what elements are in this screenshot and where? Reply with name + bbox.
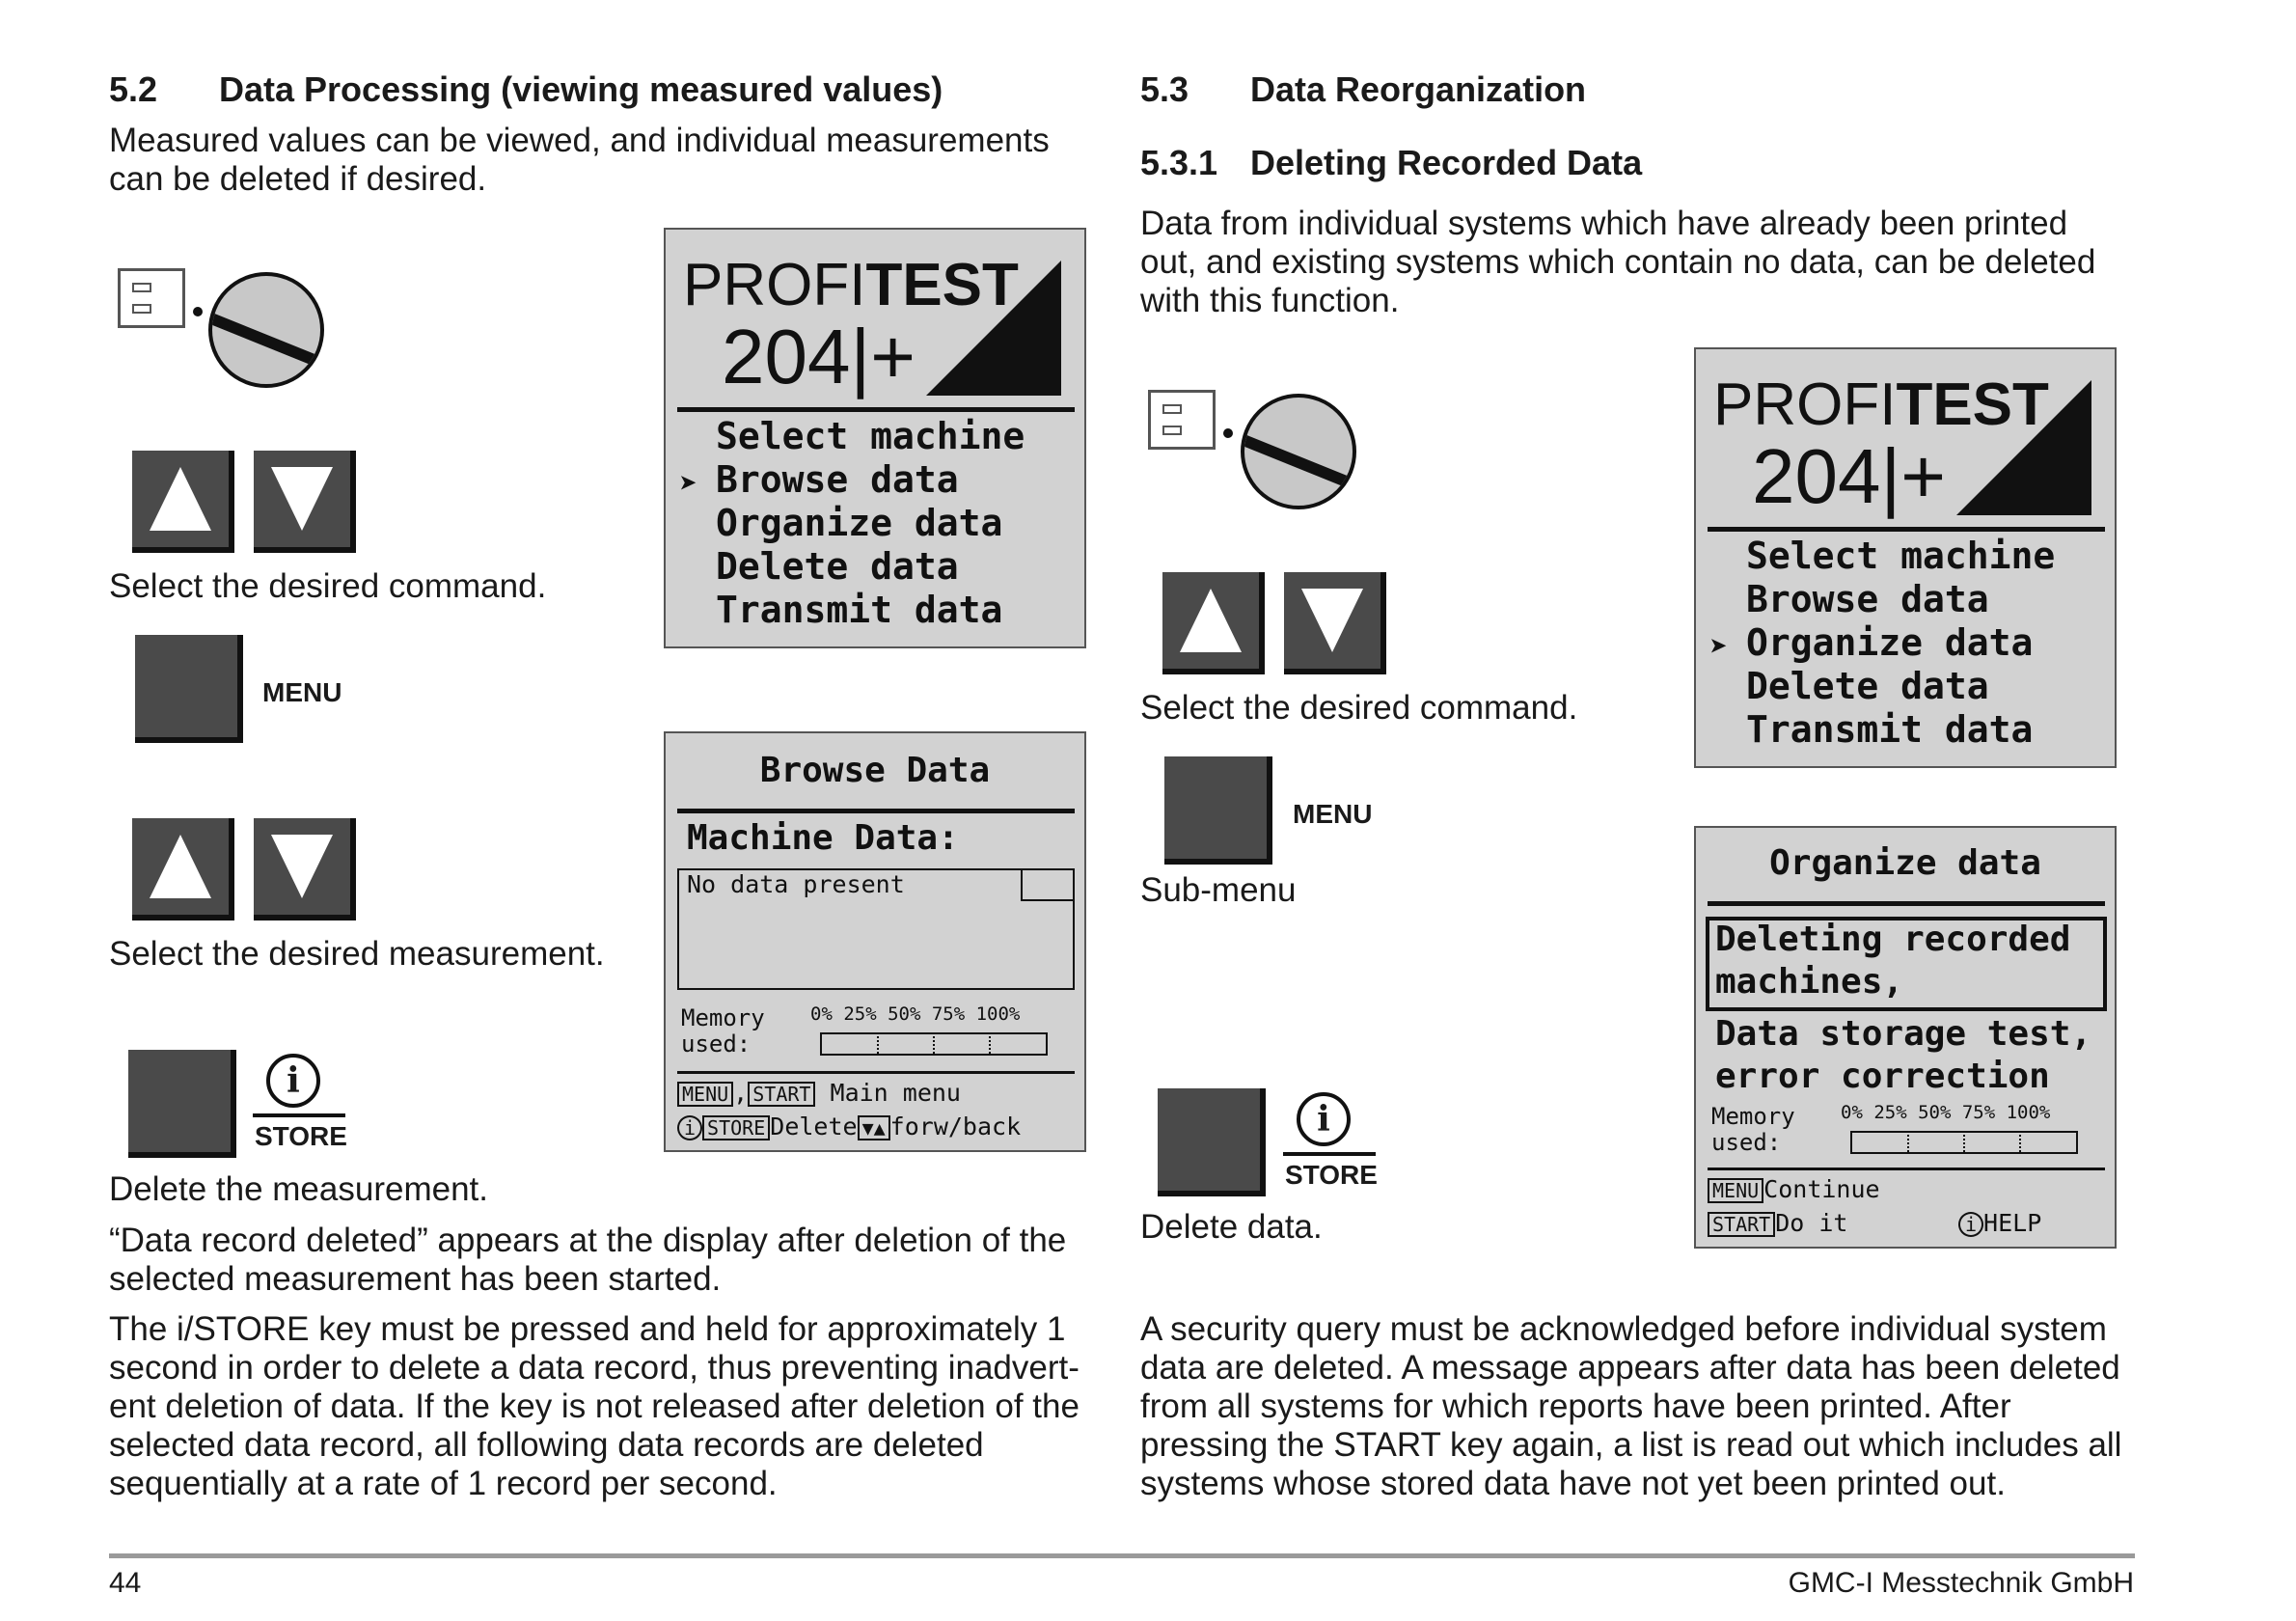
help-line-2: i STORE Delete ▼▲ forw/back (677, 1113, 1021, 1140)
rotary-switch-icon (1241, 394, 1356, 509)
caption-delete-data: Delete data. (1140, 1208, 1323, 1246)
device-screen-browse-data (664, 731, 1086, 1152)
store-button[interactable] (128, 1050, 236, 1158)
help-line-1: MENU , START Main menu (677, 1079, 961, 1107)
memory-cabinet-icon (118, 268, 185, 328)
caption-select-measurement: Select the desired measurement. (109, 935, 605, 973)
arrow-up-icon (150, 835, 211, 898)
screen-title: Browse Data (759, 751, 991, 790)
menu-key-label: MENU (1293, 799, 1373, 829)
model-name: 204|+ (1752, 433, 1946, 519)
subsection-title: Deleting Recorded Data (1250, 143, 1643, 182)
caption-submenu: Sub-menu (1140, 871, 1297, 909)
arrow-up-icon (1180, 589, 1242, 652)
memory-usage-bar (820, 1032, 1048, 1056)
paragraph-store-key-hold: The i/STORE key must be pressed and held for approximately 1 second in order to delete a data record, thus preventing inadvert-ent deletion of data. If the key is not released after deletion of the selected data record, all following data records are deleted sequentially at a rate of 1 record per second. (109, 1310, 1080, 1502)
caption-delete-measurement: Delete the measurement. (109, 1170, 488, 1208)
arrow-up-icon (150, 467, 211, 531)
down-button[interactable] (1284, 572, 1386, 674)
memory-label: Memory used: (681, 1004, 765, 1058)
memory-label: Memory used: (1711, 1103, 1795, 1156)
store-key-divider (1283, 1152, 1376, 1156)
caption-select-command: Select the desired command. (1140, 689, 1578, 727)
help-line-2: START Do it (1708, 1209, 1847, 1237)
page-number: 44 (109, 1567, 142, 1599)
menu-key-label: MENU (262, 677, 342, 707)
info-icon: i (1297, 1092, 1351, 1146)
screen-rule (1708, 1168, 2105, 1170)
dial-pointer-dot (1223, 428, 1233, 438)
menu-item-browse-data[interactable]: Browse data (1746, 578, 1989, 620)
memory-scale: 0% 25% 50% 75% 100% (810, 1003, 1021, 1025)
device-screen-organize-data (1694, 826, 2117, 1249)
info-icon: i (1958, 1212, 1983, 1237)
logo-triangle (1956, 380, 2091, 515)
option-data-storage-test[interactable]: Data storage test, error correction (1715, 1014, 2092, 1096)
up-button[interactable] (1162, 572, 1265, 674)
section-heading-5-3 (1140, 69, 1586, 110)
info-icon: i (677, 1115, 702, 1140)
selection-pointer-icon: ➤ (679, 465, 698, 502)
store-button[interactable] (1158, 1088, 1266, 1196)
menu-item-organize-data[interactable]: Organize data (1746, 621, 2034, 664)
section-heading-5-2 (109, 69, 943, 110)
screen-rule (1708, 527, 2105, 532)
section-title: Data Processing (viewing measured values) (219, 69, 943, 109)
menu-item-delete-data[interactable]: Delete data (716, 545, 959, 588)
down-button[interactable] (254, 818, 356, 920)
caption-select-command: Select the desired command. (109, 567, 547, 605)
no-data-text: No data present (687, 870, 905, 898)
help-line-1: MENU Continue (1708, 1175, 1880, 1203)
screen-rule (677, 407, 1075, 412)
dial-pointer-dot (193, 307, 203, 316)
info-icon: i (266, 1054, 320, 1108)
memory-scale: 0% 25% 50% 75% 100% (1841, 1102, 2051, 1123)
selection-pointer-icon: ➤ (1709, 628, 1729, 665)
menu-item-transmit-data[interactable]: Transmit data (716, 589, 1003, 631)
screen-title: Organize data (1769, 843, 2041, 883)
up-button[interactable] (132, 451, 234, 553)
screen-rule (677, 809, 1075, 813)
down-button[interactable] (254, 451, 356, 553)
model-name: 204|+ (722, 314, 916, 399)
up-button[interactable] (132, 818, 234, 920)
section-number: 5.2 (109, 69, 158, 109)
memory-cabinet-icon (1148, 390, 1216, 450)
brand-logo: PROFITEST (1713, 371, 2049, 438)
footer-rule (109, 1553, 2135, 1558)
intro-paragraph: Measured values can be viewed, and individual measurements can be deleted if desired. (109, 122, 1050, 198)
help-key-hint: i HELP (1958, 1209, 2041, 1237)
screen-rule (1708, 901, 2105, 906)
subsection-number: 5.3.1 (1140, 143, 1218, 182)
arrow-keys-icon: ▼▲ (858, 1115, 890, 1140)
selected-option-frame[interactable] (1706, 917, 2107, 1011)
menu-item-transmit-data[interactable]: Transmit data (1746, 708, 2034, 751)
brand-logo: PROFITEST (683, 252, 1019, 318)
arrow-down-icon (1301, 589, 1363, 652)
arrow-down-icon (271, 467, 333, 531)
rotary-switch-icon (208, 272, 324, 388)
logo-triangle (926, 261, 1061, 396)
memory-usage-bar (1850, 1131, 2078, 1154)
paragraph-data-record-deleted: “Data record deleted” appears at the display after deletion of the selected measurement has been started. (109, 1222, 1067, 1298)
company-name: GMC-I Messtechnik GmbH (1788, 1567, 2134, 1599)
device-screen-main-menu (1694, 347, 2117, 768)
scroll-indicator (1021, 868, 1075, 901)
store-key-label: STORE (1285, 1160, 1378, 1190)
menu-item-select-machine[interactable]: Select machine (716, 415, 1025, 457)
machine-data-label: Machine Data: (687, 818, 959, 858)
arrow-down-icon (271, 835, 333, 898)
option-delete-recorded: Deleting recorded machines, (1715, 920, 2071, 1002)
menu-item-browse-data[interactable]: Browse data (716, 458, 959, 501)
menu-item-select-machine[interactable]: Select machine (1746, 535, 2056, 577)
store-key-label: STORE (255, 1121, 347, 1151)
section-number: 5.3 (1140, 69, 1189, 109)
menu-item-delete-data[interactable]: Delete data (1746, 665, 1989, 707)
menu-item-organize-data[interactable]: Organize data (716, 502, 1003, 544)
subsection-heading-5-3-1 (1140, 143, 1642, 183)
intro-paragraph: Data from individual systems which have already been printed out, and existing systems which contain no data, can be deleted with this function. (1140, 205, 2096, 319)
paragraph-security-query: A security query must be acknowledged before individual system data are deleted. A message appears after data has been deleted from all systems for which reports have been printed. After pressing the START key again, a list is read out which includes all systems whose stored data have not yet been printed out. (1140, 1310, 2122, 1502)
device-screen-main-menu (664, 228, 1086, 648)
menu-button[interactable] (135, 635, 243, 743)
machine-data-box (677, 868, 1075, 990)
menu-button[interactable] (1164, 756, 1272, 865)
store-key-divider (253, 1113, 345, 1117)
section-title: Data Reorganization (1250, 69, 1587, 109)
screen-rule (677, 1071, 1075, 1074)
